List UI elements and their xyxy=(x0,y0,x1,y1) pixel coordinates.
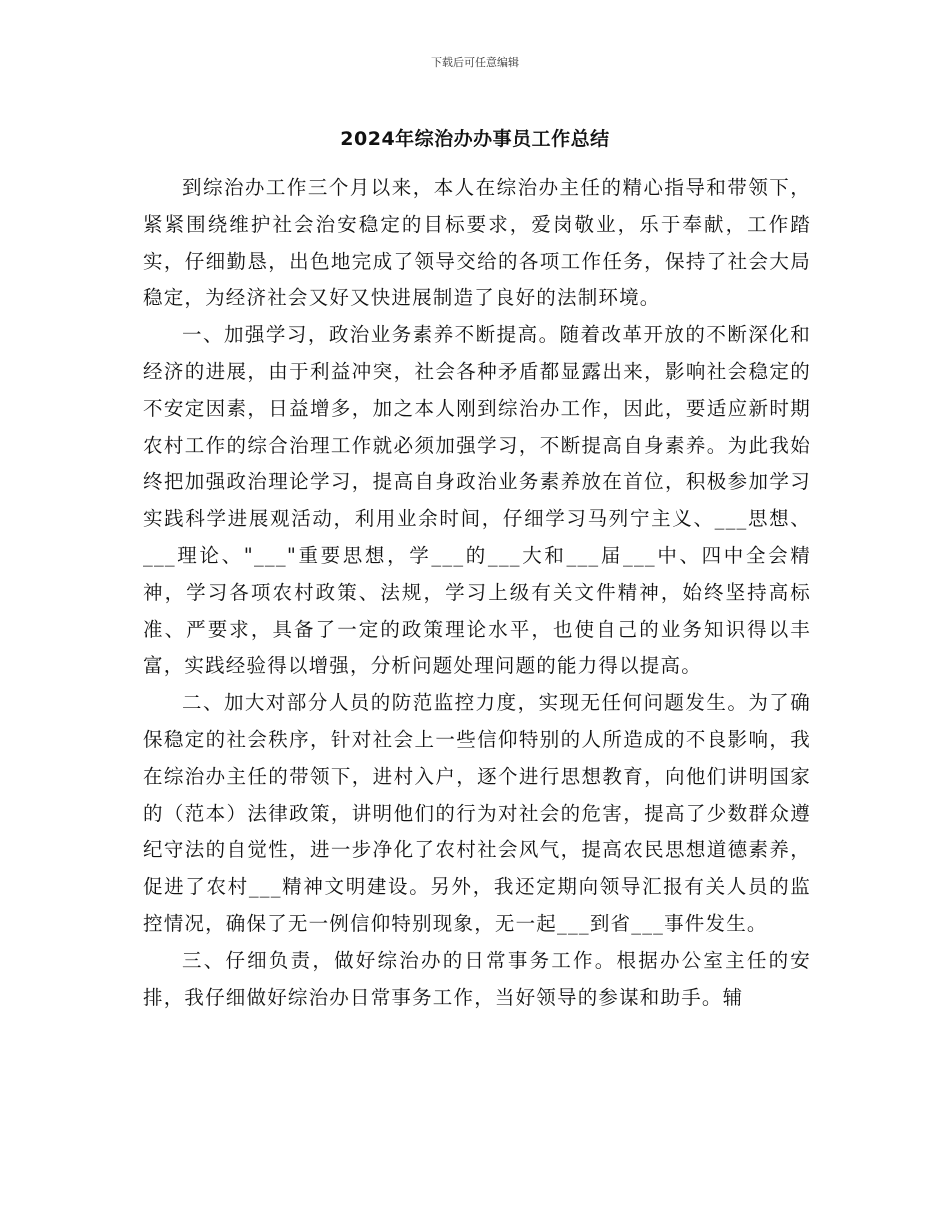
document-title: 2024年综治办办事员工作总结 xyxy=(340,128,610,150)
paragraph-section-3: 三、仔细负责，做好综治办的日常事务工作。根据办公室主任的安排，我仔细做好综治办日常事务工作，当好领导的参谋和助手。辅 xyxy=(143,948,811,1009)
paragraph-intro: 到综治办工作三个月以来，本人在综治办主任的精心指导和带领下，紧紧围绕维护社会治安稳定的目标要求，爱岗敬业，乐于奉献，工作踏实，仔细勤恳，出色地完成了领导交给的各项工作任务，保持了社会大局稳定，为经济社会又好又快进展制造了良好的法制环境。 xyxy=(143,176,811,310)
paragraph-section-1: 一、加强学习，政治业务素养不断提高。随着改革开放的不断深化和经济的进展，由于利益冲突，社会各种矛盾都显露出来，影响社会稳定的不安定因素，日益增多，加之本人刚到综治办工作，因此，要适应新时期农村工作的综合治理工作就必须加强学习，不断提高自身素养。为此我始终把加强政治理论学习，提高自身政治业务素养放在首位，积极参加学习实践科学进展观活动，利用业余时间，仔细学习马列宁主义、___思想、___理论、"___"重要思想，学___的___大和___届___中、四中全会精神，学习各项农村政策、法规，学习上级有关文件精神，始终坚持高标准、严要求，具备了一定的政策理论水平，也使自己的业务知识得以丰富，实践经验得以增强，分析问题处理问题的能力得以提高。 xyxy=(143,323,811,678)
paragraph-section-2: 二、加大对部分人员的防范监控力度，实现无任何问题发生。为了确保稳定的社会秩序，针对社会上一些信仰特别的人所造成的不良影响，我在综治办主任的带领下，进村入户，逐个进行思想教育，向他们讲明国家的（范本）法律政策，讲明他们的行为对社会的危害，提高了少数群众遵纪守法的自觉性，进一步净化了农村社会风气，提高农民思想道德素养，促进了农村___精神文明建设。另外，我还定期向领导汇报有关人员的监控情况，确保了无一例信仰特别现象，无一起___到省___事件发生。 xyxy=(143,691,811,935)
header-note: 下载后可任意编辑 xyxy=(431,56,519,69)
document-body xyxy=(143,170,811,1016)
